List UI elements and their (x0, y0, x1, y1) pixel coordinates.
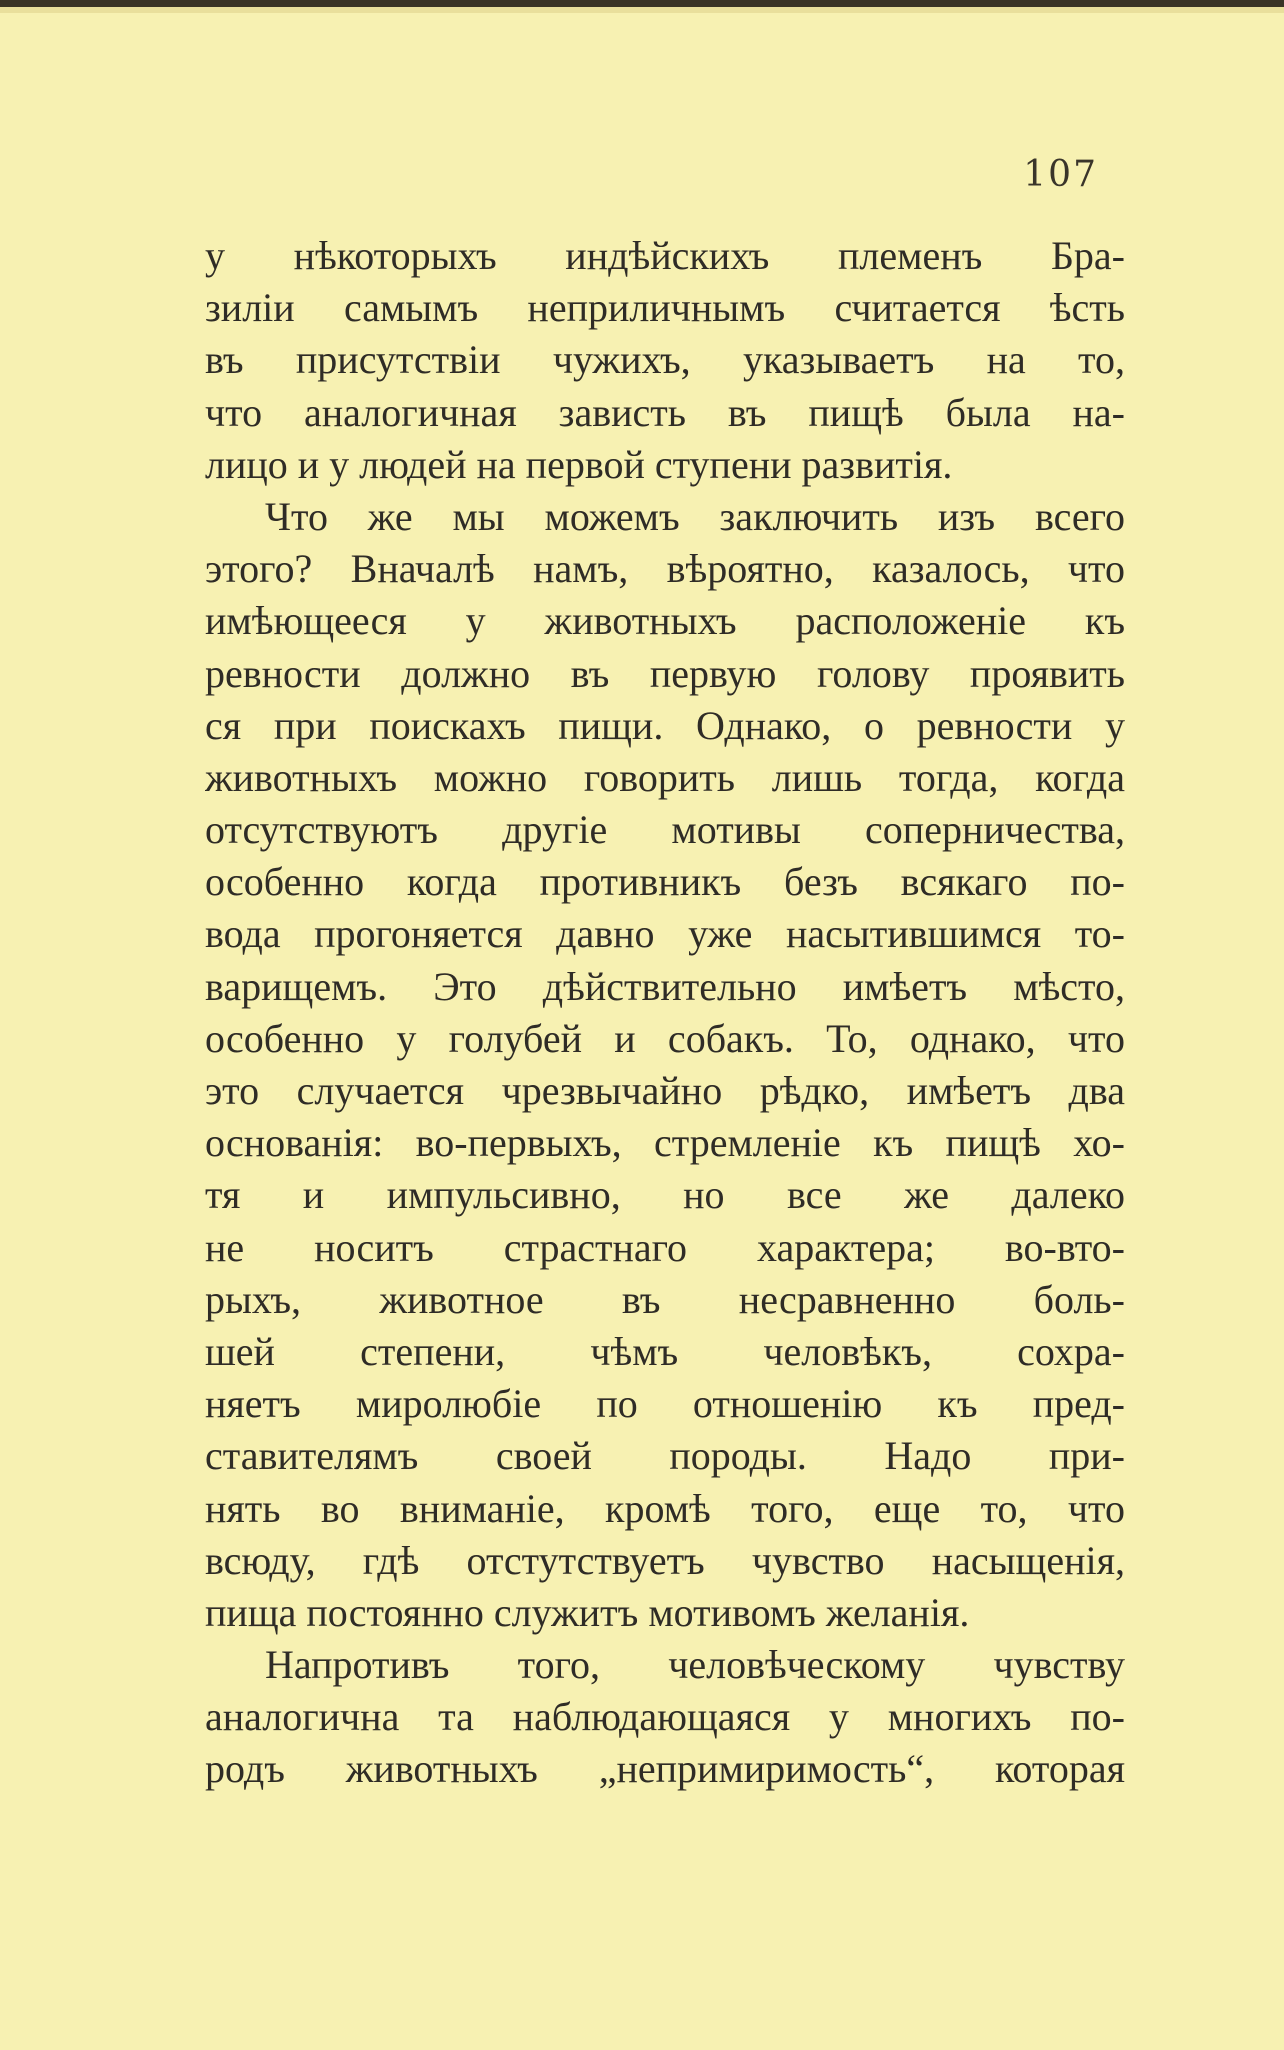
text-line: не носитъ страстнаго характера; во-вто- (205, 1224, 1125, 1270)
text-line: вода прогоняется давно уже насытившимся то- (205, 911, 1125, 957)
text-line: зиліи самымъ неприличнымъ считается ѣсть (205, 285, 1125, 331)
text-line: шей степени, чѣмъ человѣкъ, сохра- (205, 1328, 1125, 1374)
text-line: особенно когда противникъ безъ всякаго по- (205, 859, 1125, 905)
text-line: аналогична та наблюдающаяся у многихъ по- (205, 1694, 1125, 1740)
text-line: что аналогичная зависть въ пищѣ была на- (205, 389, 1125, 435)
text-line: родъ животныхъ „непримиримость“, которая (205, 1746, 1125, 1792)
text-line: няетъ миролюбіе по отношенію къ пред- (205, 1381, 1125, 1427)
text-line: основанія: во-первыхъ, стремленіе къ пищѣ хо- (205, 1120, 1125, 1166)
text-line: пища постоянно служитъ мотивомъ желанія. (205, 1589, 970, 1635)
text-line: ся при поискахъ пищи. Однако, о ревности у (205, 702, 1125, 748)
text-line: ставителямъ своей породы. Надо при- (205, 1433, 1125, 1479)
text-line: это случается чрезвычайно рѣдко, имѣетъ два (205, 1068, 1125, 1113)
text-line: отсутствуютъ другіе мотивы соперничества, (205, 807, 1125, 853)
text-line: рыхъ, животное въ несравненно боль- (205, 1276, 1125, 1322)
text-line: имѣющееся у животныхъ расположеніе къ (205, 598, 1125, 644)
text-line: тя и импульсивно, но все же далеко (205, 1172, 1125, 1218)
text-line: въ присутствіи чужихъ, указываетъ на то, (205, 337, 1125, 383)
text-line: этого? Вначалѣ намъ, вѣроятно, казалось, что (205, 546, 1125, 592)
top-edge-shadow (0, 7, 1284, 13)
paragraph-first-line: Что же мы можемъ заключить изъ всего (265, 493, 1125, 539)
paragraph-first-line: Напротивъ того, человѣческому чувству (265, 1642, 1125, 1688)
top-edge-rule (0, 0, 1284, 7)
text-line: особенно у голубей и собакъ. То, однако, что (205, 1015, 1125, 1061)
page-number: 107 (1023, 154, 1098, 195)
text-line: у нѣкоторыхъ индѣйскихъ племенъ Бра- (205, 233, 1125, 278)
text-line: лицо и у людей на первой ступени развитія. (205, 441, 953, 487)
text-line: нять во вниманіе, кромѣ того, еще то, что (205, 1485, 1125, 1531)
text-line: всюду, гдѣ отстутствуетъ чувство насыщенія, (205, 1537, 1125, 1583)
body-text (205, 230, 1125, 1796)
text-line: варищемъ. Это дѣйствительно имѣетъ мѣсто, (205, 963, 1125, 1009)
text-line: животныхъ можно говорить лишь тогда, когда (205, 754, 1125, 800)
text-line: ревности должно въ первую голову проявить (205, 650, 1125, 696)
